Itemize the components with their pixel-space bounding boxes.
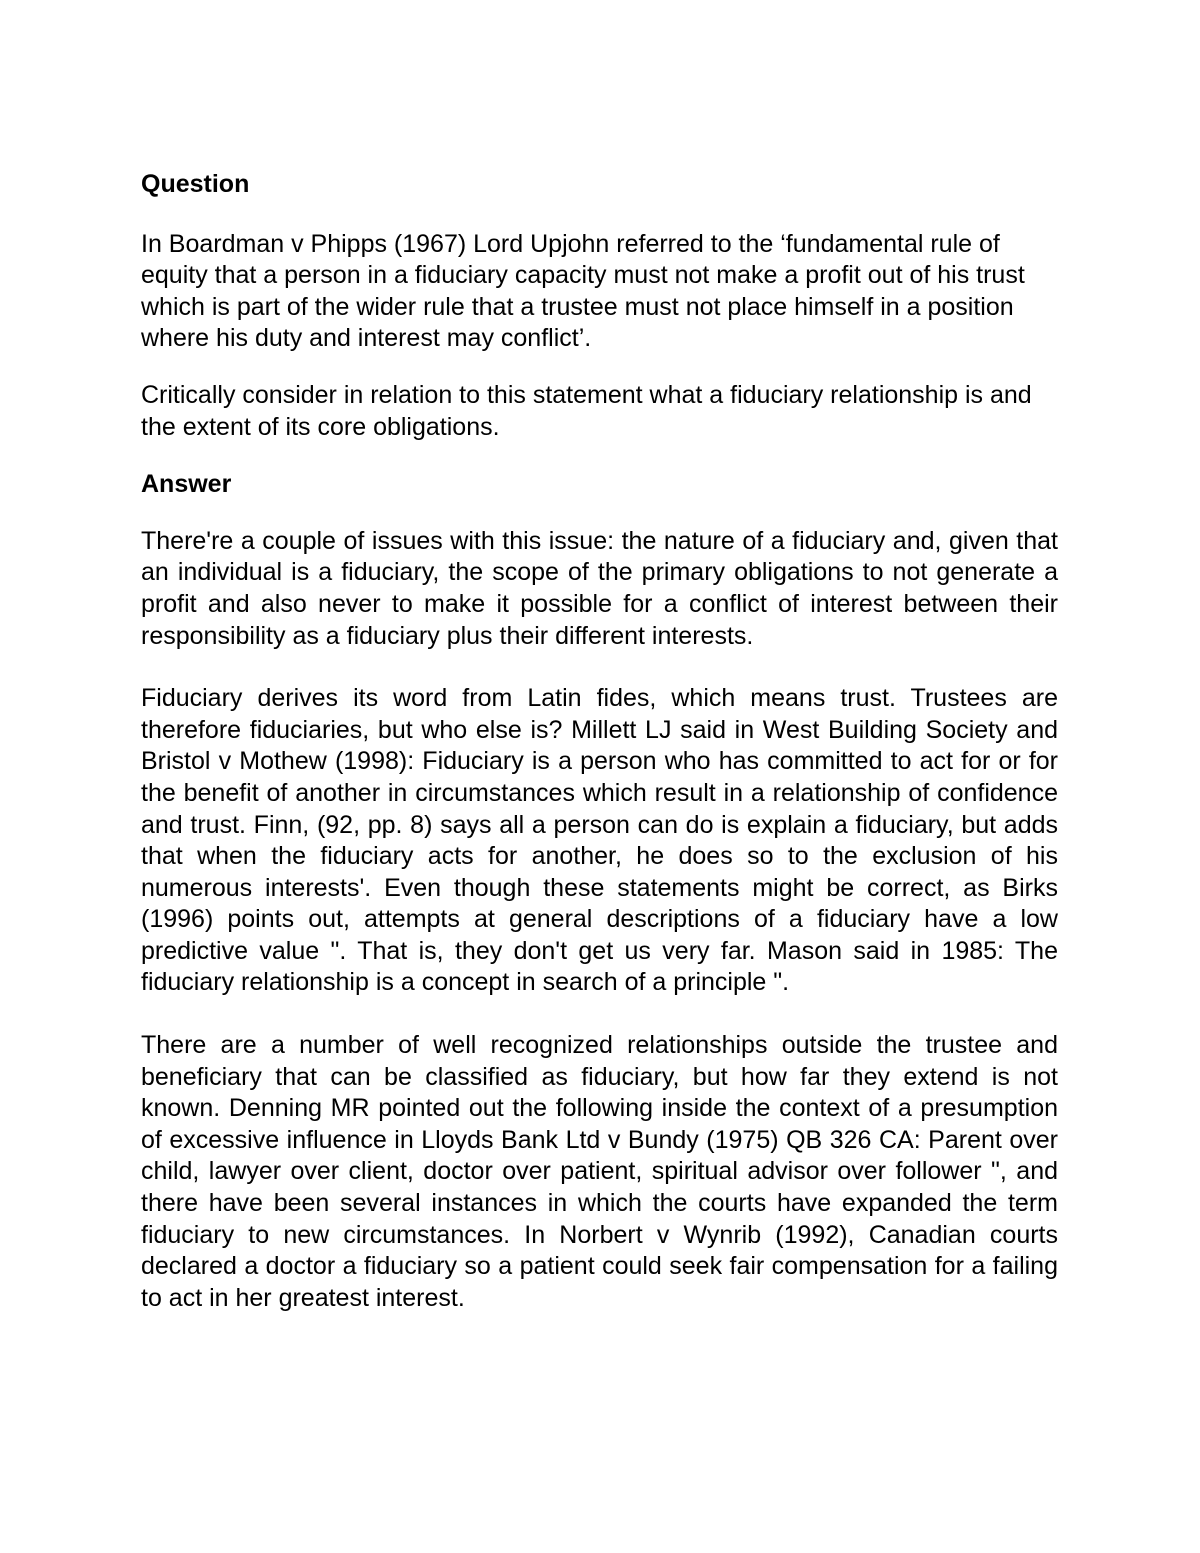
question-heading: Question [141, 170, 250, 198]
answer-paragraph: Fiduciary derives its word from Latin fides, which means trust. Trustees are therefore fiduciaries, but who else is? Millett LJ said in West Building Society and Bristol v Mothew (1998): Fiduciary is a person who has committed to act for or for the benefit of another in circumstances which result in a relationship of confidence and trust. Finn, (92, pp. 8) says all a person can do is explain a fiduciary, but adds that when the fiduciary acts for another, he does so to the exclusion of his numerous interests'. Even though these statements might be correct, as Birks (1996) points out, attempts at general descriptions of a fiduciary have a low predictive value ". That is, they don't get us very far. Mason said in 1985: The fiduciary relationship is a concept in search of a principle ". [141, 684, 1058, 997]
answer-paragraph: There are a number of well recognized relationships outside the trustee and beneficiary that can be classified as fiduciary, but how far they extend is not known. Denning MR pointed out the following inside the context of a presumption of excessive influence in Lloyds Bank Ltd v Bundy (1975) QB 326 CA: Parent over child, lawyer over client, doctor over patient, spiritual advisor over follower ", and there have been several instances in which the courts have expanded the term fiduciary to new circumstances. In Norbert v Wynrib (1992), Canadian courts declared a doctor a fiduciary so a patient could seek fair compensation for a failing to act in her greatest interest. [141, 1031, 1058, 1312]
answer-heading: Answer [141, 470, 232, 499]
question-paragraph: In Boardman v Phipps (1967) Lord Upjohn referred to the ‘fundamental rule of equity that a person in a fiduciary capacity must not make a profit out of his trust which is part of the wider rule that a trustee must not place himself in a position where his duty and interest may conflict’. [141, 229, 1025, 353]
question-paragraph: Critically consider in relation to this statement what a fiduciary relationship is and the extent of its core obligations. [141, 380, 1032, 441]
document-body [141, 169, 1058, 1314]
answer-paragraph: There're a couple of issues with this issue: the nature of a fiduciary and, given that an individual is a fiduciary, the scope of the primary obligations to not generate a profit and also never to make it possible for a conflict of interest between their responsibility as a fiduciary plus their different interests. [141, 526, 1058, 650]
